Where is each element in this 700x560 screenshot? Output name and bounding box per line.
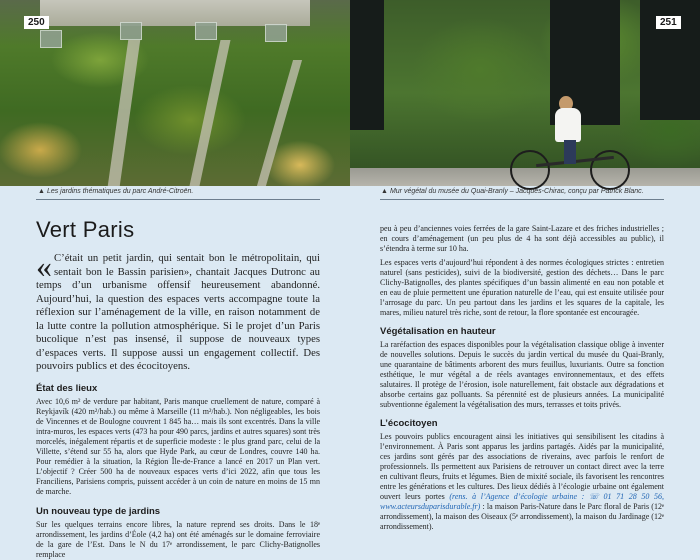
- caption-rule: [380, 199, 664, 200]
- right-paragraph-1: peu à peu d’anciennes voies ferrées de la gare Saint-Lazare et des friches industrielles ; en cours d’aménagement (un peu plus de 4 ha sont déjà accessibles au public), il s’étendra à terme sur 10 ha.: [380, 224, 664, 253]
- greenhouse: [265, 24, 287, 42]
- dark-window: [350, 0, 384, 130]
- caption-rule: [36, 199, 320, 200]
- caption-triangle-icon: ▲: [38, 188, 45, 195]
- section-text-ecocitoyen: [380, 432, 664, 532]
- garden-path: [108, 40, 141, 186]
- section-text-jardins: Sur les quelques terrains encore libres, la nature reprend ses droits. Dans le 18ᵉ arrondissement, les jardins d’Éole (4,2 ha) ont été aménagés sur le domaine ferroviaire de la gare de l’Est. Dans le N du 17ᵉ arrondissement, le parc Clichy-Batignolles remplace: [36, 519, 320, 559]
- aerial-garden-photo: [0, 0, 350, 186]
- ecocitoyen-text-b: : la maison Paris-Nature dans le Parc floral de Paris (12ᵉ arrondissement), la maison des Oiseaux (5ᵉ arrondissement), la maison du Jardinage (12ᵉ arrondissement).: [380, 502, 664, 531]
- greenhouse: [120, 22, 142, 40]
- bicycle-wheel: [510, 150, 550, 190]
- dropcap: «: [36, 248, 52, 284]
- caption-left-text: Les jardins thématiques du parc André-Citroën.: [46, 188, 194, 195]
- intro-paragraph: [36, 248, 320, 374]
- section-text-etat: Avec 10,6 m² de verdure par habitant, Paris manque cruellement de nature, comparé à Reykjavík (420 m²/hab.) ou même à Marseille (11 m²/hab.). Non négligeables, les bois de Vincennes et de Boulogne couvrent 1 845 ha… mais ils sont excentrés. Dans la ville intra-muros, les espaces verts (473 ha pour 490 parcs, jardins et autres squares) sont très morcelés, inégalement répartis et de superficie modeste : le plus grand parc, celui de la Villette, s’étend sur 55 ha, alors que Hyde Park, au cœur de Londres, couvre 140 ha. Pour remédier à la situation, la Région Île-de-France a lancé en 2017 un Plan vert. L’objectif ? Créer 500 ha de nouveaux espaces verts d’ici 2022, afin que tous les Franciliens, Parisiens compris, puissent accéder à un coin de nature en moins de 15 mn de marche.: [36, 396, 320, 496]
- garden-path: [189, 40, 230, 186]
- section-text-vegetalisation: La raréfaction des espaces disponibles pour la végétalisation classique oblige à inventer de nouvelles solutions. Depuis le succès du jardin vertical du musée du Quai-Branly, une quarantaine de bâtiments arborent des murs feuillus, luxuriants. Outre sa fonction esthétique, le mur végétal a de réels avantages environnementaux, et des effets salutaires. Il protège de l’érosion, isole naturellement, fait obstacle aux dégradations et absorbe certains gaz polluants. Sa pérennité est de plusieurs années. La municipalité subventionne également la végétalisation des murs, terrasses et toits privés.: [380, 340, 664, 409]
- caption-right-text: Mur végétal du musée du Quai-Branly – Jacques-Chirac, conçu par Patrick Blanc.: [389, 188, 644, 195]
- garden-path: [257, 60, 302, 186]
- cyclist-body: [555, 108, 581, 142]
- section-heading-etat: État des lieux: [36, 382, 98, 394]
- right-paragraph-2: Les espaces verts d’aujourd’hui répondent à des normes écologiques strictes : entretien naturel (sans pesticides), suivi de la biodiversité, gestion des déchets… Dans le parc Clichy-Batignolles, des plantes spécifiques d’un bassin alimenté en eau non potable et en eau de pluie permettent une épuration naturelle de l’eau, qui est ensuite utilisée pour l’arrosage du parc. Un peu partout dans les jardins et les squares de la capitale, les mares, milieu naturel très riche, sont de retour, la flore spontanée est encouragée.: [380, 258, 664, 317]
- section-heading-jardins: Un nouveau type de jardins: [36, 505, 161, 517]
- ecocitoyen-text-a: Les pouvoirs publics encouragent ainsi les initiatives qui sensibilisent les citadins à l’environnement. À Paris sont apparus les jardins partagés. Aidés par la municipalité, ces jardins sont gérés par des associations de riverains, avec parfois le renfort de professionnels. Ils permettent aux Parisiens de retrouver un contact direct avec la terre en cultivant fleurs, fruits et légumes. Bien de mixité sociale, ils favorisent les rencontres entre les générations et les cultures. Des lieux dédiés à l’écologie urbaine ont également ouvert leurs portes: [380, 432, 664, 501]
- greenhouse: [195, 22, 217, 40]
- page-number-right: 251: [656, 16, 681, 29]
- intro-text: C’était un petit jardin, qui sentait bon le métropolitain, qui sentait bon le Bassin parisien», chantait Jacques Dutronc au temps d’un urbanisme offensif heureusement abandonné. Aujourd’hui, la question des espaces verts accompagne toute la réflexion sur l’aménagement de la ville, en raison notamment de la lutte contre la pollution atmosphérique. Si le projet d’un Paris bucolique n’est pas insensé, il suppose de nouveaux types d’espaces verts. Il suppose aussi un engagement collectif. Des pouvoirs publics et des écocitoyens.: [36, 252, 320, 372]
- agency-contact-link[interactable]: (rens. à l’Agence d’écologie urbaine : ☏ 01 71 28 50 56, www.acteursduparisdurable.fr): [380, 492, 664, 511]
- greenhouse: [40, 30, 62, 48]
- page-title: Vert Paris: [36, 217, 135, 242]
- caption-triangle-icon: ▲: [381, 188, 388, 195]
- cyclist-legs: [564, 140, 576, 164]
- caption-right: [381, 188, 644, 195]
- section-heading-vegetalisation: Végétalisation en hauteur: [380, 326, 496, 337]
- building-rooftops: [40, 0, 310, 26]
- caption-left: [38, 188, 193, 195]
- green-wall-photo: [350, 0, 700, 186]
- right-column: [380, 224, 664, 532]
- left-column: [36, 208, 320, 560]
- section-heading-ecocitoyen: L’écocitoyen: [380, 418, 438, 429]
- page-number-left: 250: [24, 16, 49, 29]
